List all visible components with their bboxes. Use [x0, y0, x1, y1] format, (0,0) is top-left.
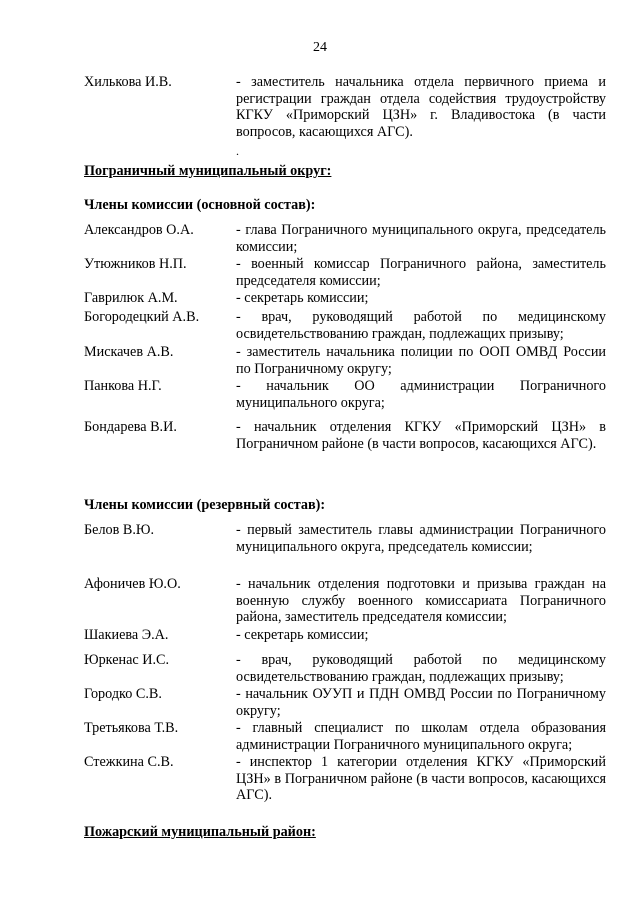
member-role: - заместитель начальника отдела первичного приема и регистрации граждан отдела содействия трудоустройству КГКУ «Приморский ЦЗН» г. Владивостока (в части вопросов, касающихся АГС). — [236, 74, 606, 140]
member-name: Третьякова Т.В. — [84, 720, 179, 736]
member-name: Гаврилюк А.М. — [84, 290, 178, 306]
member-name: Белов В.Ю. — [84, 522, 155, 538]
section-heading-reserve: Члены комиссии (резервный состав): — [84, 497, 326, 513]
member-name: Бондарева В.И. — [84, 419, 177, 435]
section-heading-main: Члены комиссии (основной состав): — [84, 197, 316, 213]
member-role: - секретарь комиссии; — [236, 627, 369, 643]
member-name: Шакиева Э.А. — [84, 627, 169, 643]
member-name: Панкова Н.Г. — [84, 378, 162, 394]
member-name: Хилькова И.В. — [84, 74, 172, 90]
member-role: - заместитель начальника полиции по ООП ОМВД России по Пограничному округу; — [236, 344, 606, 377]
member-role: - врач, руководящий работой по медицинскому освидетельствованию граждан, подлежащих призыву; — [236, 309, 606, 342]
member-role: - начальник отделения КГКУ «Приморский ЦЗН» в Пограничном районе (в части вопросов, касающихся АГС). — [236, 419, 606, 452]
member-role: - первый заместитель главы администрации Пограничного муниципального округа, председатель комиссии; — [236, 522, 606, 555]
stray-dot: . — [236, 144, 239, 158]
member-name: Городко С.В. — [84, 686, 162, 702]
member-name: Стежкина С.В. — [84, 754, 174, 770]
member-name: Утюжников Н.П. — [84, 256, 187, 272]
district-heading: Пожарский муниципальный район: — [84, 824, 316, 840]
member-name: Мискачев А.В. — [84, 344, 174, 360]
member-role: - врач, руководящий работой по медицинскому освидетельствованию граждан, подлежащих призыву; — [236, 652, 606, 685]
member-role: - начальник отделения подготовки и призыва граждан на военную службу военного комиссариата Пограничного района, заместитель председателя комиссии; — [236, 576, 606, 625]
member-name: Александров О.А. — [84, 222, 194, 238]
member-role: - военный комиссар Пограничного района, заместитель председателя комиссии; — [236, 256, 606, 289]
member-role: - главный специалист по школам отдела образования администрации Пограничного муниципального округа; — [236, 720, 606, 753]
member-role: - начальник ОУУП и ПДН ОМВД России по Пограничному округу; — [236, 686, 606, 719]
member-role: - инспектор 1 категории отделения КГКУ «Приморский ЦЗН» в Пограничном районе (в части вопросов, касающихся АГС). — [236, 754, 606, 803]
page-number: 24 — [313, 40, 327, 55]
district-heading: Пограничный муниципальный округ: — [84, 163, 332, 179]
member-role: - секретарь комиссии; — [236, 290, 369, 306]
member-name: Афоничев Ю.О. — [84, 576, 181, 592]
member-name: Юркенас И.С. — [84, 652, 170, 668]
member-role: - начальник ОО администрации Пограничного муниципального округа; — [236, 378, 606, 411]
member-role: - глава Пограничного муниципального округа, председатель комиссии; — [236, 222, 606, 255]
member-name: Богородецкий А.В. — [84, 309, 200, 325]
